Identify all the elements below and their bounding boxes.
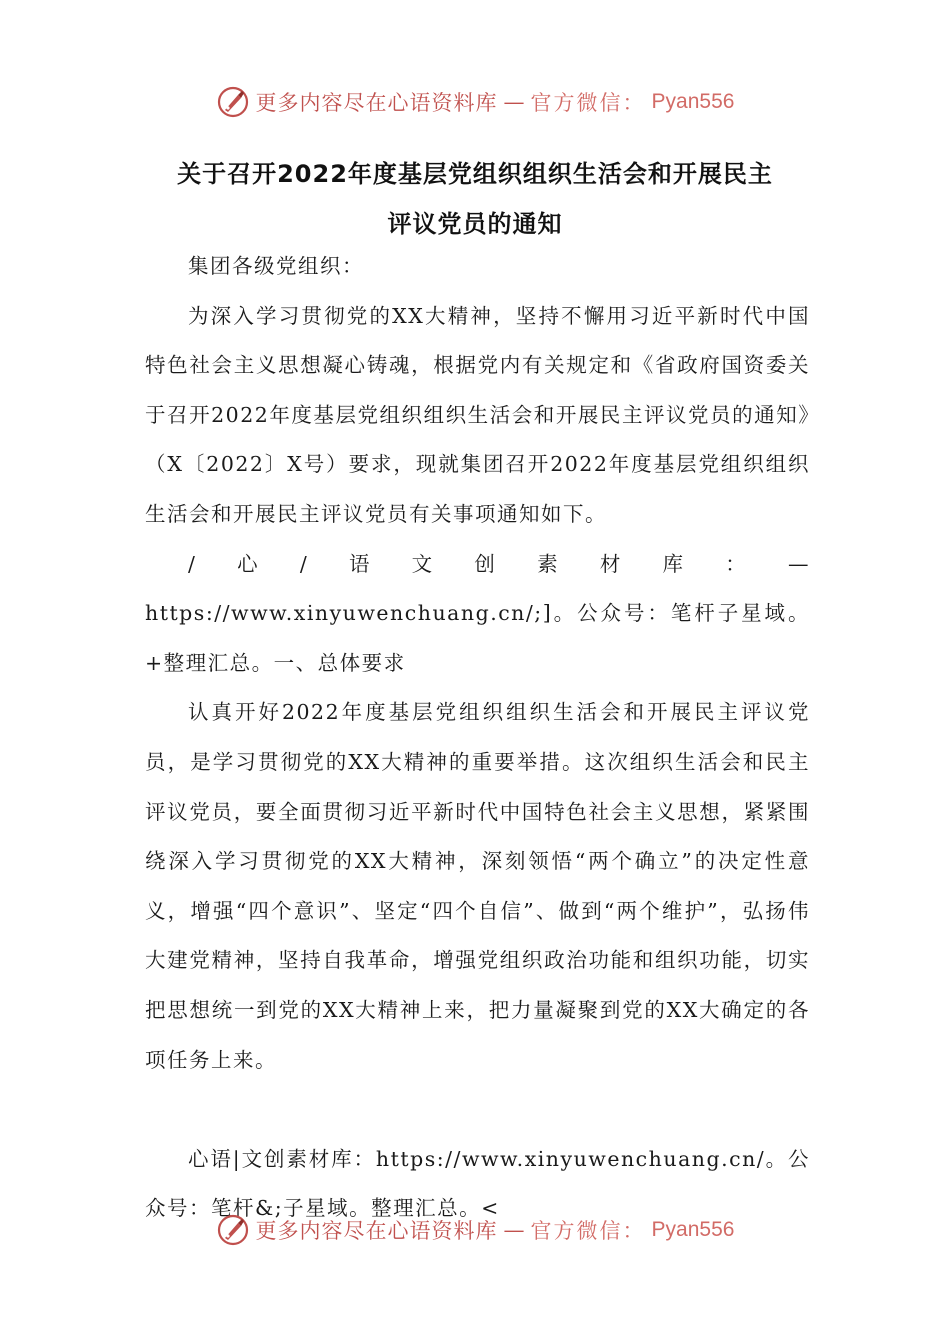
banner-wechat-id: Pyan556 (651, 1218, 735, 1241)
document-title-line-1: 关于召开2022年度基层党组织组织生活会和开展民主 (177, 160, 773, 188)
banner-slogan: 更多内容尽在心语资料库 (255, 91, 498, 115)
document-title-line-2: 评议党员的通知 (387, 210, 563, 238)
banner-wechat-label: 官方微信： (530, 1219, 646, 1243)
pen-nib-logo-icon (216, 1213, 250, 1247)
paragraph-gap (145, 1085, 810, 1135)
pen-nib-logo-icon (216, 85, 250, 119)
banner-wechat-label: 官方微信： (530, 91, 646, 115)
salutation: 集团各级党组织： (188, 254, 364, 278)
paragraph-footer-note: 心语|文创素材库：https://www.xinyuwenchuang.cn/。公众号：笔杆&;子星域。整理汇总。< (145, 1146, 810, 1221)
paragraph-source-note: /心/语文创素材库：—https://www.xinyuwenchuang.cn/;]。公众号：笔杆子星域。+整理汇总。一、总体要求 (145, 551, 810, 675)
paragraph-general-requirements: 认真开好2022年度基层党组织组织生活会和开展民主评议党员，是学习贯彻党的XX大精神的重要举措。这次组织生活会和民主评议党员，要全面贯彻习近平新时代中国特色社会主义思想，紧紧围绕深入学习贯彻党的XX大精神，深刻领悟“两个确立”的决定性意义，增强“四个意识”、坚定“四个自信”、做到“两个维护”，弘扬伟大建党精神，坚持自我革命，增强党组织政治功能和组织功能，切实把思想统一到党的XX大精神上来，把力量凝聚到党的XX大确定的各项任务上来。 (145, 700, 810, 1072)
paragraph-intro: 为深入学习贯彻党的XX大精神，坚持不懈用习近平新时代中国特色社会主义思想凝心铸魂，根据党内有关规定和《省政府国资委关于召开2022年度基层党组织组织生活会和开展民主评议党员的通知》（X〔2022〕X号）要求，现就集团召开2022年度基层党组织组织生活会和开展民主评议党员有关事项通知如下。 (145, 303, 810, 526)
document-body (145, 242, 810, 1234)
banner-separator: — (503, 1218, 525, 1242)
banner-separator: — (503, 90, 525, 114)
header-watermark-banner (0, 82, 950, 122)
footer-watermark-banner (0, 1210, 950, 1250)
banner-slogan: 更多内容尽在心语资料库 (255, 1219, 498, 1243)
banner-wechat-id: Pyan556 (651, 90, 735, 113)
